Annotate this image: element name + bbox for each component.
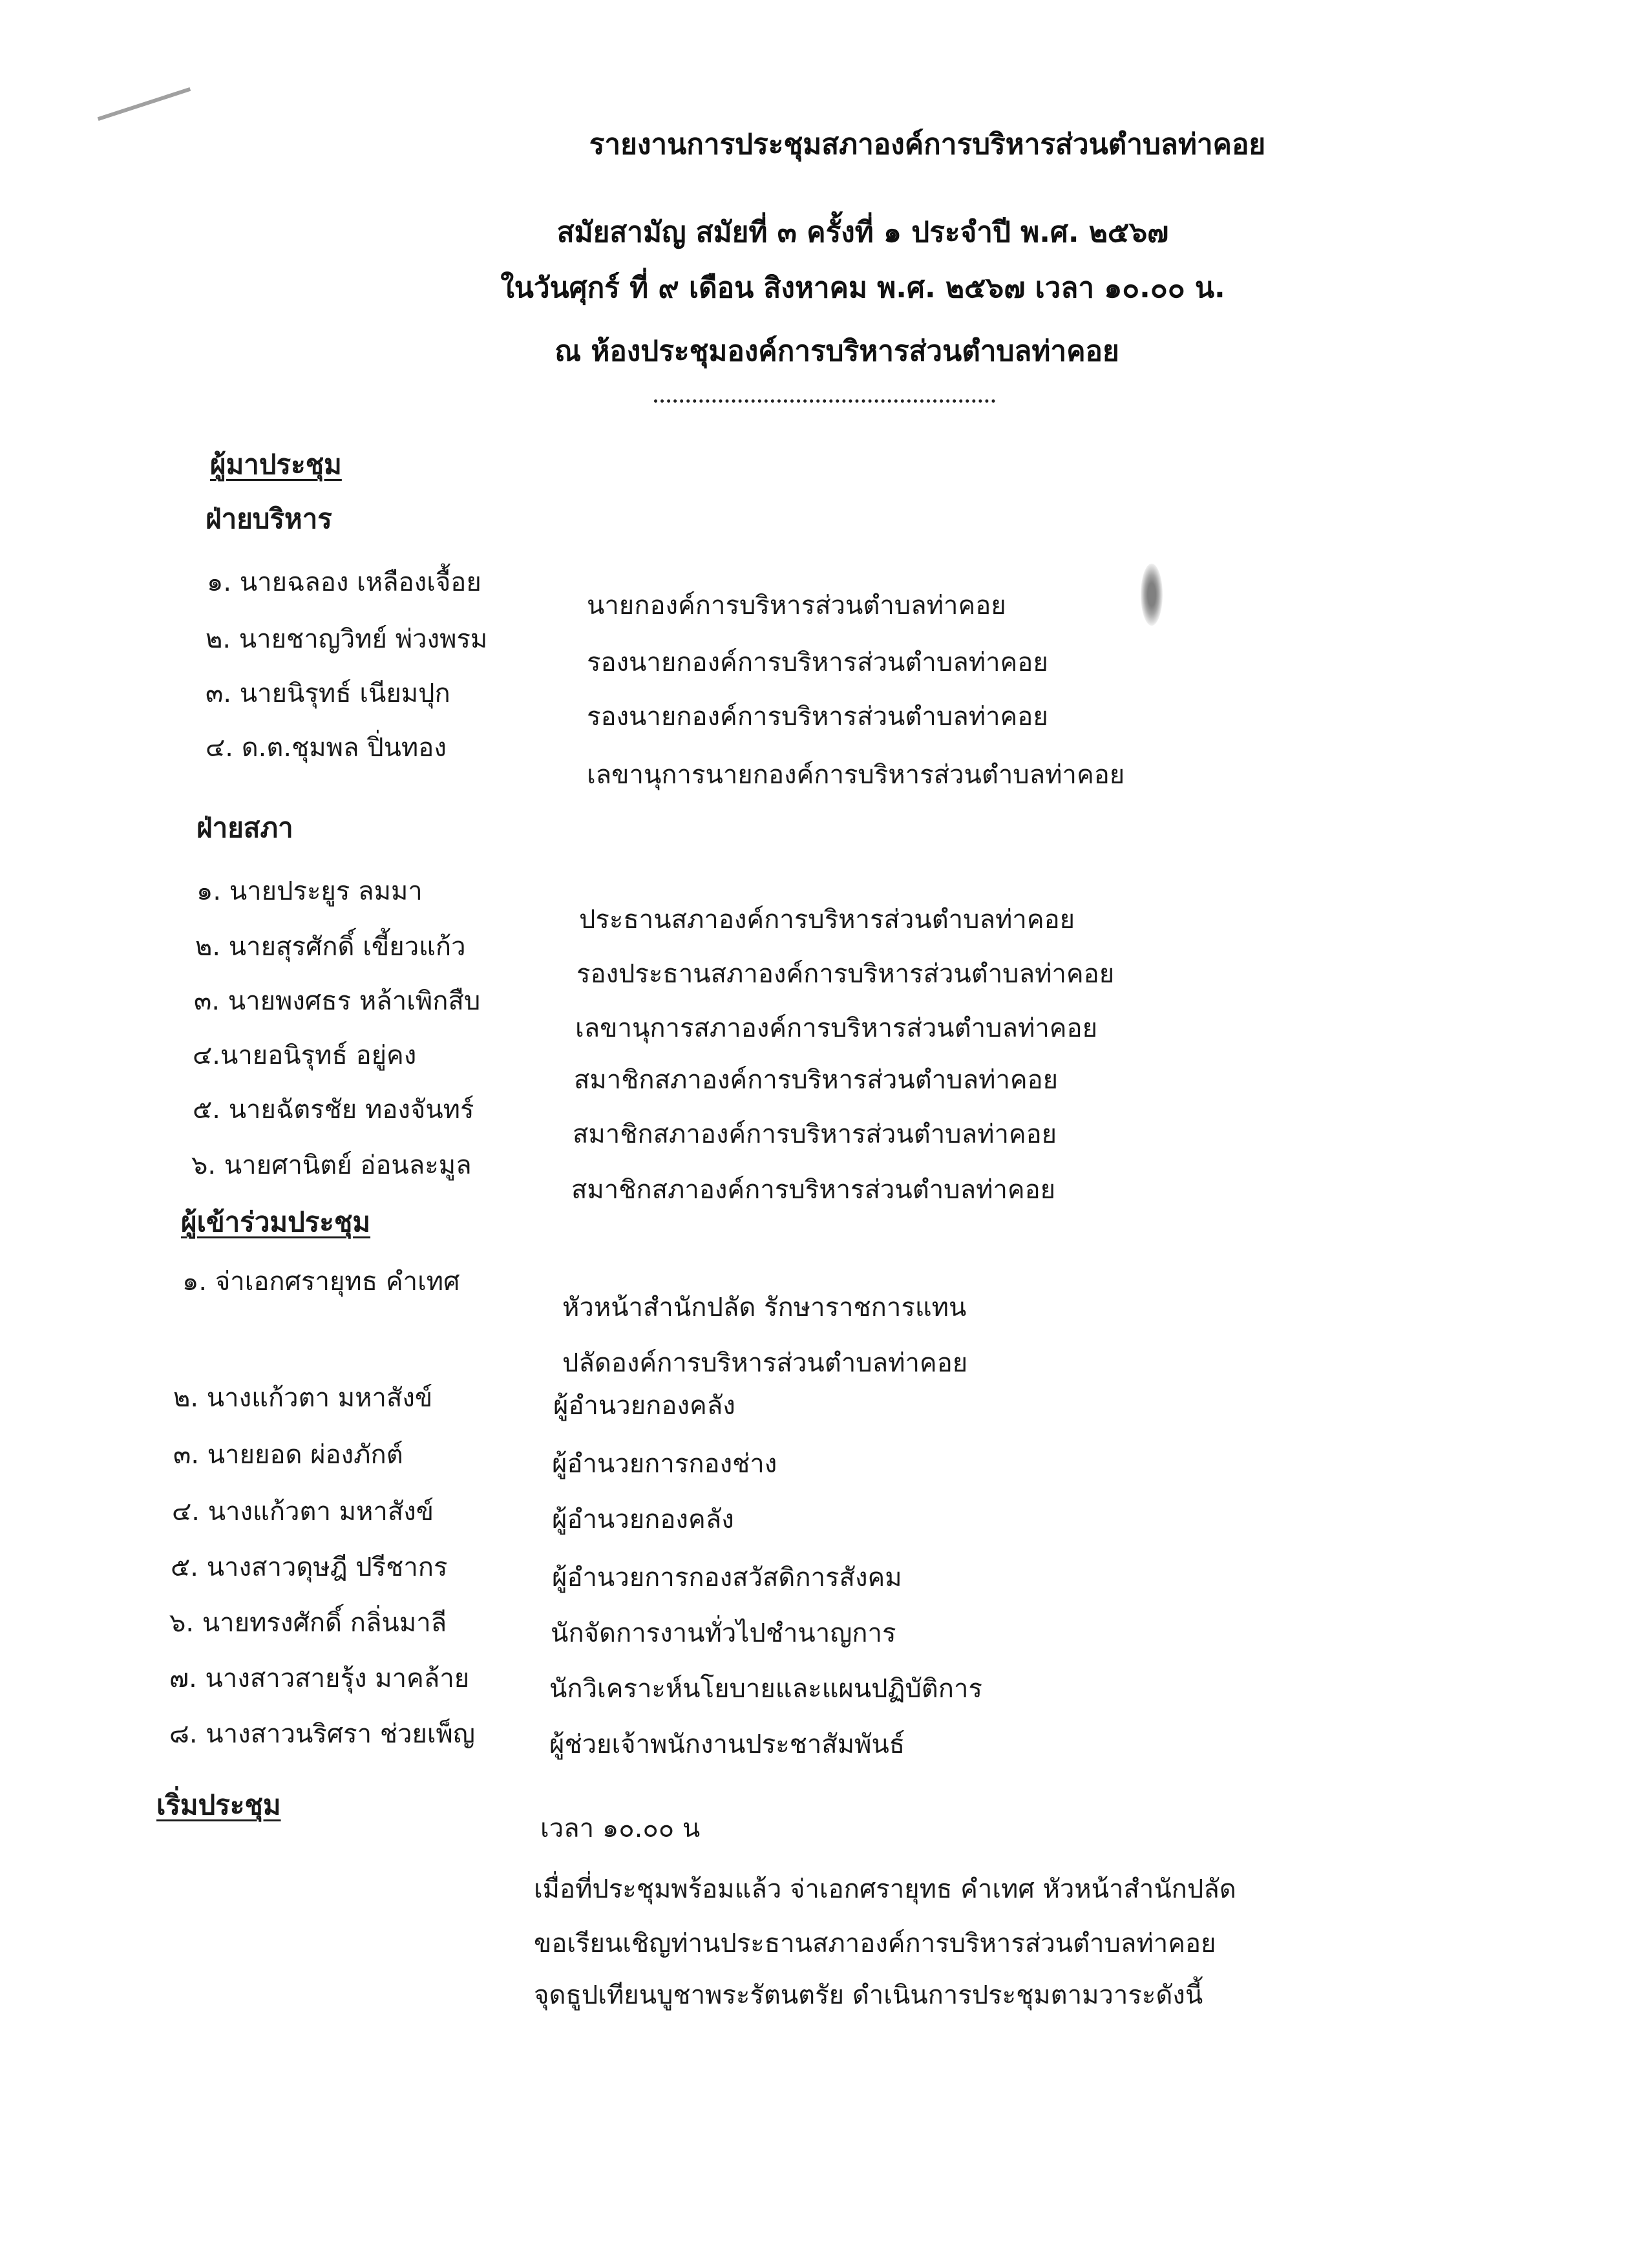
participant-name: ๘. นางสาวนริศรา ช่วยเพ็ญ (169, 1719, 476, 1749)
executive-name: ๔. ด.ต.ชุมพล ปิ่นทอง (206, 733, 447, 763)
participant-name: ๔. นางแก้วตา มหาสังข์ (172, 1497, 434, 1527)
scan-mark (98, 87, 191, 121)
participant-position: นักจัดการงานทั่วไปชำนาญการ (551, 1618, 896, 1648)
executive-position: รองนายกองค์การบริหารส่วนตำบลท่าคอย (587, 648, 1048, 677)
participant-name: ๑. จ่าเอกศรายุทธ คำเทศ (182, 1267, 460, 1297)
location-line: ณ ห้องประชุมองค์การบริหารส่วนตำบลท่าคอย (555, 335, 1119, 368)
ink-smudge (1141, 564, 1163, 626)
participant-position: หัวหน้าสำนักปลัด รักษาราชการแทน (562, 1293, 967, 1322)
council-name: ๖. นายศานิตย์ อ่อนละมูล (191, 1150, 472, 1180)
participant-name: ๒. นางแก้วตา มหาสังข์ (173, 1383, 433, 1413)
executive-position: นายกองค์การบริหารส่วนตำบลท่าคอย (587, 591, 1006, 620)
start-time: เวลา ๑๐.๐๐ น (540, 1814, 701, 1843)
participant-position: ผู้อำนวยกองคลัง (553, 1391, 735, 1421)
council-name: ๒. นายสุรศักดิ์ เขี้ยวแก้ว (195, 932, 466, 962)
council-position: สมาชิกสภาองค์การบริหารส่วนตำบลท่าคอย (574, 1065, 1059, 1095)
council-heading: ฝ่ายสภา (196, 812, 293, 843)
participant-position: ผู้อำนวยการกองช่าง (552, 1449, 777, 1479)
participant-position: ผู้อำนวยกองคลัง (552, 1505, 734, 1534)
dotted-divider (654, 393, 995, 403)
participants-heading: ผู้เข้าร่วมประชุม (181, 1206, 371, 1238)
participant-name: ๓. นายยอด ผ่องภักต์ (173, 1440, 403, 1470)
date-time-line: ในวันศุกร์ ที่ ๙ เดือน สิงหาคม พ.ศ. ๒๕๖๗ เวลา ๑๐.๐๐ น. (500, 271, 1225, 304)
opening-paragraph-line3: จุดธูปเทียนบูชาพระรัตนตรัย ดำเนินการประชุมตามวาระดังนี้ (534, 1980, 1203, 2010)
opening-paragraph-line2: ขอเรียนเชิญท่านประธานสภาองค์การบริหารส่วนตำบลท่าคอย (534, 1929, 1216, 1958)
executive-heading: ฝ่ายบริหาร (206, 503, 332, 535)
meeting-start-heading: เริ่มประชุม (156, 1789, 281, 1821)
council-name: ๕. นายฉัตรชัย ทองจันทร์ (193, 1095, 474, 1125)
participant-position: ผู้อำนวยการกองสวัสดิการสังคม (552, 1563, 902, 1593)
executive-position: รองนายกองค์การบริหารส่วนตำบลท่าคอย (587, 702, 1048, 732)
council-position: ประธานสภาองค์การบริหารส่วนตำบลท่าคอย (579, 905, 1075, 935)
executive-position: เลขานุการนายกองค์การบริหารส่วนตำบลท่าคอย (587, 760, 1125, 790)
council-name: ๓. นายพงศธร หล้าเพิกสืบ (194, 986, 481, 1016)
council-name: ๔.นายอนิรุทธ์ อยู่คง (193, 1041, 417, 1070)
participant-position: ผู้ช่วยเจ้าพนักงานประชาสัมพันธ์ (549, 1730, 905, 1759)
participant-position-line2: ปลัดองค์การบริหารส่วนตำบลท่าคอย (562, 1348, 968, 1378)
council-position: สมาชิกสภาองค์การบริหารส่วนตำบลท่าคอย (571, 1175, 1056, 1205)
executive-name: ๑. นายฉลอง เหลืองเจื้อย (207, 567, 481, 597)
council-name: ๑. นายประยูร ลมมา (196, 876, 423, 906)
session-line: สมัยสามัญ สมัยที่ ๓ ครั้งที่ ๑ ประจำปี พ.ศ. ๒๕๖๗ (556, 216, 1169, 249)
participant-name: ๕. นางสาวดุษฎี ปรีชากร (171, 1553, 448, 1582)
attendees-heading: ผู้มาประชุม (210, 449, 342, 480)
council-position: สมาชิกสภาองค์การบริหารส่วนตำบลท่าคอย (573, 1119, 1057, 1149)
council-position: รองประธานสภาองค์การบริหารส่วนตำบลท่าคอย (576, 959, 1115, 989)
participant-name: ๗. นางสาวสายรุ้ง มาคล้าย (169, 1664, 470, 1693)
participant-position: นักวิเคราะห์นโยบายและแผนปฏิบัติการ (549, 1674, 982, 1704)
opening-paragraph-line1: เมื่อที่ประชุมพร้อมแล้ว จ่าเอกศรายุทธ คำเทศ หัวหน้าสำนักปลัด (534, 1874, 1236, 1904)
executive-name: ๓. นายนิรุทธ์ เนียมปุก (206, 679, 450, 708)
report-title: รายงานการประชุมสภาองค์การบริหารส่วนตำบลท่าคอย (589, 128, 1266, 161)
executive-name: ๒. นายชาญวิทย์ พ่วงพรม (206, 624, 488, 654)
participant-name: ๖. นายทรงศักดิ์ กลิ่นมาลี (169, 1608, 447, 1638)
council-position: เลขานุการสภาองค์การบริหารส่วนตำบลท่าคอย (575, 1013, 1098, 1043)
